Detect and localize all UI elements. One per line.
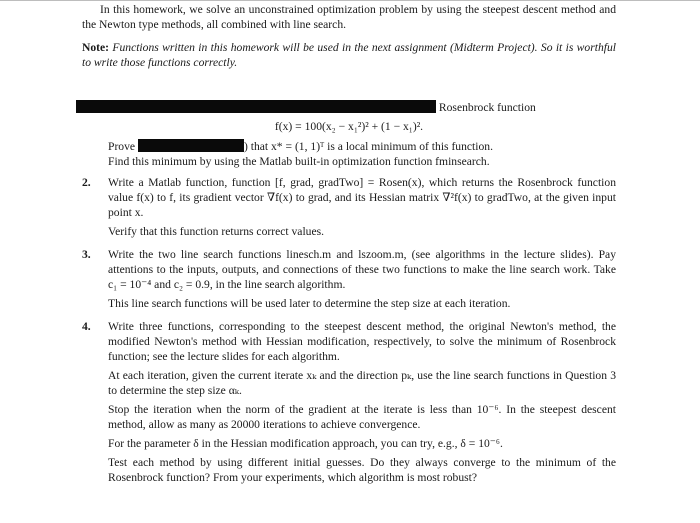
prove-prefix: Prove — [108, 140, 136, 153]
question-3 — [82, 247, 616, 311]
question-1 — [82, 100, 616, 169]
q3-text: Write the two line search functions linesch.m and lszoom.m, (see algorithms in the lecture slides). Pay attentions to the inputs, outputs, and connections of these two functions to make the line search work. Take c₁ = 10⁻⁴ and c₂ = 0.9, in the line search algorithm. — [108, 248, 616, 291]
prove-suffix: ) that x* = (1, 1)ᵀ is a local minimum of this function. — [243, 140, 493, 153]
q4-test: Test each method by using different initial guesses. Do they always converge to the minimum of the Rosenbrock function? From your experiments, which algorithm is most robust? — [108, 456, 616, 484]
note-paragraph — [82, 40, 616, 70]
note-text: Functions written in this homework will be used in the next assignment (Midterm Project). So it is worthful to write those functions correctly. — [82, 41, 616, 69]
note-label: Note: — [82, 41, 110, 54]
q1-find: Find this minimum by using the Matlab built-in optimization function fminsearch. — [108, 155, 490, 168]
q2-number: 2. — [82, 176, 91, 189]
intro-paragraph: In this homework, we solve an unconstrained optimization problem by using the steepest descent method and the Newton type methods, all combined with line search. — [82, 3, 616, 31]
q1-tail: Rosenbrock function — [438, 101, 536, 114]
q4-iteration: At each iteration, given the current iterate xₖ and the direction pₖ, use the line search functions in Question 3 to determine the step size αₖ. — [108, 369, 616, 397]
q4-delta: For the parameter δ in the Hessian modification approach, you can try, e.g., δ = 10⁻⁶. — [108, 437, 503, 450]
q3-number: 3. — [82, 248, 91, 261]
rosenbrock-formula: f(x) = 100(x₂ − x₁²)² + (1 − x₁)². — [274, 120, 424, 133]
question-2 — [82, 175, 616, 239]
question-4 — [82, 319, 616, 485]
q2-text: Write a Matlab function, function [f, grad, gradTwo] = Rosen(x), which returns the Rosenbrock function value f(x) to f, its gradient vector ∇f(x) to grad, and its Hessian matrix ∇²f(x) to gradTwo, at the given input point x. — [108, 176, 616, 219]
q4-stopping: Stop the iteration when the norm of the gradient at the iterate is less than 10⁻⁶. In the steepest descent method, allow as many as 20000 iterations to achieve convergence. — [108, 403, 616, 431]
q1-line — [76, 100, 616, 115]
page-top-border — [0, 0, 700, 1]
q1-prove — [82, 139, 616, 154]
q2-verify: Verify that this function returns correct values. — [108, 225, 325, 238]
q4-number: 4. — [82, 320, 91, 333]
q4-text: Write three functions, corresponding to the steepest descent method, the original Newton's method, the modified Newton's method with Hessian modification, respectively, to solve the minimum of Rosenbrock function; see the lecture slides for each algorithm. — [108, 320, 616, 363]
q3-note: This line search functions will be used later to determine the step size at each iteration. — [108, 297, 511, 310]
redaction-bar — [138, 139, 244, 152]
homework-page — [82, 2, 616, 485]
redaction-bar — [76, 100, 436, 113]
